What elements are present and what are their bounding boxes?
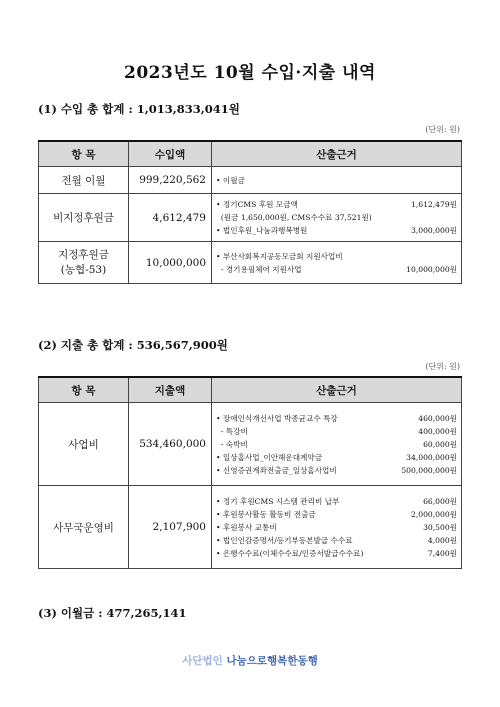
- income-unit-note: (단위: 원): [425, 125, 460, 134]
- row-amount: 534,460,000: [129, 403, 212, 486]
- logo-part-2: 나눔으로행복한동행: [226, 655, 318, 667]
- basis-line: (원금 1,650,000원, CMS수수료 37,521원): [216, 213, 372, 222]
- basis-line: • 신영증권계좌전출금_일상홈사업비 500,000,000원: [216, 465, 457, 475]
- row-basis: [212, 167, 462, 194]
- row-basis: [212, 486, 462, 569]
- row-label: 지정후원금 (농협-53): [39, 242, 129, 284]
- basis-line: • 후원봉사활동 활동비 전출금 2,000,000원: [216, 509, 457, 519]
- table-row: [39, 194, 462, 242]
- header-item: 항 목: [39, 141, 129, 167]
- header-amount: 지출액: [129, 377, 212, 403]
- header-item: 항 목: [39, 377, 129, 403]
- expense-header-row: [39, 377, 462, 403]
- row-label: 전월 이월: [39, 167, 129, 194]
- basis-line: • 장애인식개선사업 박종균교수 특강 460,000원: [216, 413, 457, 423]
- expense-table: [38, 376, 462, 569]
- basis-line: • 이월금: [216, 175, 245, 185]
- expense-total-heading: (2) 지출 총 합계 : 536,567,900원: [38, 338, 228, 352]
- basis-line: • 일상홈사업_이안해운대계약금 34,000,000원: [216, 452, 457, 462]
- logo-part-1: 사단법인: [182, 655, 223, 667]
- header-basis: 산출근거: [212, 377, 462, 403]
- income-header-row: [39, 141, 462, 167]
- income-table: [38, 140, 462, 284]
- table-row: [39, 486, 462, 569]
- row-label: 사무국운영비: [39, 486, 129, 569]
- basis-line: • 정기CMS 후원 모금액 1,612,479원: [216, 200, 457, 209]
- header-basis: 산출근거: [212, 141, 462, 167]
- organization-logo: [0, 653, 500, 668]
- row-amount: 10,000,000: [129, 242, 212, 284]
- page-title: 2023년도 10월 수입·지출 내역: [124, 63, 376, 83]
- header-amount: 수입액: [129, 141, 212, 167]
- table-row: [39, 242, 462, 284]
- basis-line: • 은행수수료(이체수수료/인증서발급수수료) 7,400원: [216, 548, 457, 558]
- expense-unit-note: (단위: 원): [425, 362, 460, 371]
- row-basis: [212, 242, 462, 284]
- basis-line: • 법인후원_나눔과행복병원 3,000,000원: [216, 226, 457, 235]
- basis-line: • 부산사회복지공동모금회 지원사업비: [216, 251, 343, 261]
- basis-line: • 후원봉사 교통비 30,500원: [216, 522, 457, 532]
- basis-line: - 숙박비 60,000원: [216, 439, 457, 449]
- row-label: 사업비: [39, 403, 129, 486]
- income-total-heading: (1) 수입 총 합계 : 1,013,833,041원: [38, 102, 240, 116]
- row-amount: 4,612,479: [129, 194, 212, 242]
- basis-line: • 법인인감증명서/등기부등본발급 수수료 4,000원: [216, 535, 457, 545]
- table-row: [39, 167, 462, 194]
- basis-line: - 특강비 400,000원: [216, 426, 457, 436]
- row-amount: 2,107,900: [129, 486, 212, 569]
- row-label: 비지정후원금: [39, 194, 129, 242]
- basis-line: • 정기 후원CMS 시스템 관리비 납부 66,000원: [216, 496, 457, 506]
- row-basis: [212, 194, 462, 242]
- row-amount: 999,220,562: [129, 167, 212, 194]
- table-row: [39, 403, 462, 486]
- basis-line: - 경기용필체어 지원사업 10,000,000원: [216, 264, 457, 274]
- carryover-heading: (3) 이월금 : 477,265,141: [38, 606, 187, 620]
- row-basis: [212, 403, 462, 486]
